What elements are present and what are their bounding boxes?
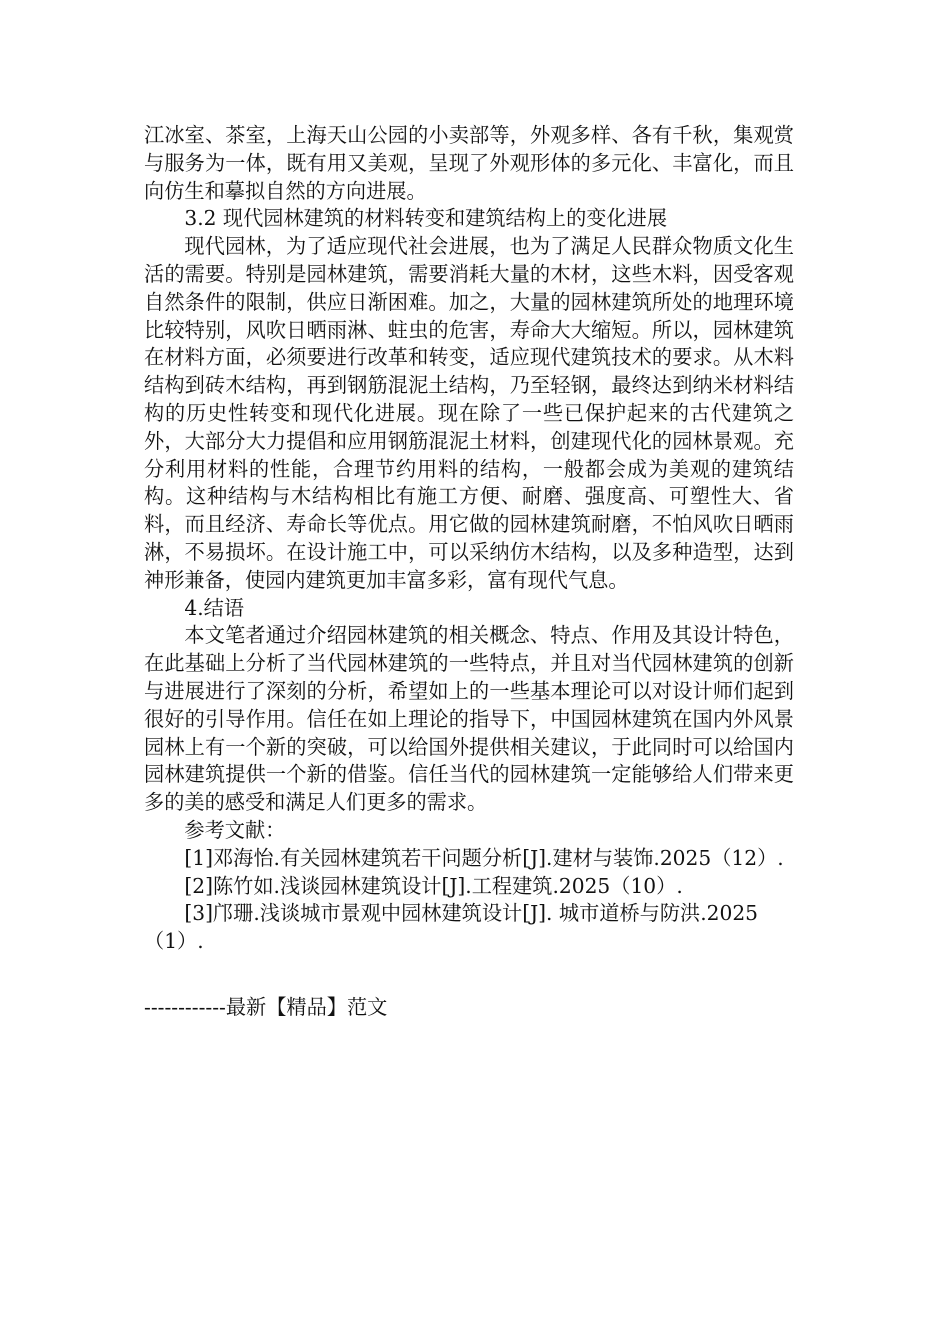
references-heading: 参考文献： xyxy=(184,817,286,842)
section-3-2-heading: 3.2 现代园林建筑的材料转变和建筑结构上的变化进展 xyxy=(184,206,668,231)
document-page xyxy=(144,122,794,956)
continuation-paragraph: 江冰室、茶室，上海天山公园的小卖部等，外观多样、各有千秋，集观赏与服务为一体，既有用又美观，呈现了外观形体的多元化、丰富化，而且向仿生和摹拟自然的方向进展。 xyxy=(144,123,794,203)
reference-item: [3]邝珊.浅谈城市景观中园林建筑设计[J]. 城市道桥与防洪.2025（1）. xyxy=(144,901,759,954)
section-4-heading: 4.结语 xyxy=(184,595,245,620)
section-4-body: 本文笔者通过介绍园林建筑的相关概念、特点、作用及其设计特色，在此基础上分析了当代园林建筑的一些特点，并且对当代园林建筑的创新与进展进行了深刻的分析，希望如上的一些基本理论可以对设计师们起到很好的引导作用。信任在如上理论的指导下，中国园林建筑在国内外风景园林上有一个新的突破，可以给国外提供相关建议，于此同时可以给国内园林建筑提供一个新的借鉴。信任当代的园林建筑一定能够给人们带来更多的美的感受和满足人们更多的需求。 xyxy=(144,623,794,815)
reference-item: [2]陈竹如.浅谈园林建筑设计[J].工程建筑.2025（10）. xyxy=(184,873,683,898)
references-list xyxy=(144,845,794,956)
section-3-2-body: 现代园林，为了适应现代社会进展，也为了满足人民群众物质文化生活的需要。特别是园林建筑，需要消耗大量的木材，这些木料，因受客观自然条件的限制，供应日渐困难。加之，大量的园林建筑所处的地理环境比较特别，风吹日晒雨淋、蛀虫的危害，寿命大大缩短。所以，园林建筑在材料方面，必须要进行改革和转变，适应现代建筑技术的要求。从木料结构到砖木结构，再到钢筋混泥土结构，乃至轻钢，最终达到纳米材料结构的历史性转变和现代化进展。现在除了一些已保护起来的古代建筑之外，大部分大力提倡和应用钢筋混泥土材料，创建现代化的园林景观。充分利用材料的性能，合理节约用料的结构，一般都会成为美观的建筑结构。这种结构与木结构相比有施工方便、耐磨、强度高、可塑性大、省料，而且经济、寿命长等优点。用它做的园林建筑耐磨，不怕风吹日晒雨淋，不易损坏。在设计施工中，可以采纳仿木结构，以及多种造型，达到神形兼备，使园内建筑更加丰富多彩，富有现代气息。 xyxy=(144,234,794,592)
footer-text: ------------最新【精品】范文 xyxy=(144,995,388,1019)
reference-item: [1]邓海怡.有关园林建筑若干问题分析[J].建材与装饰.2025（12）. xyxy=(184,845,784,870)
